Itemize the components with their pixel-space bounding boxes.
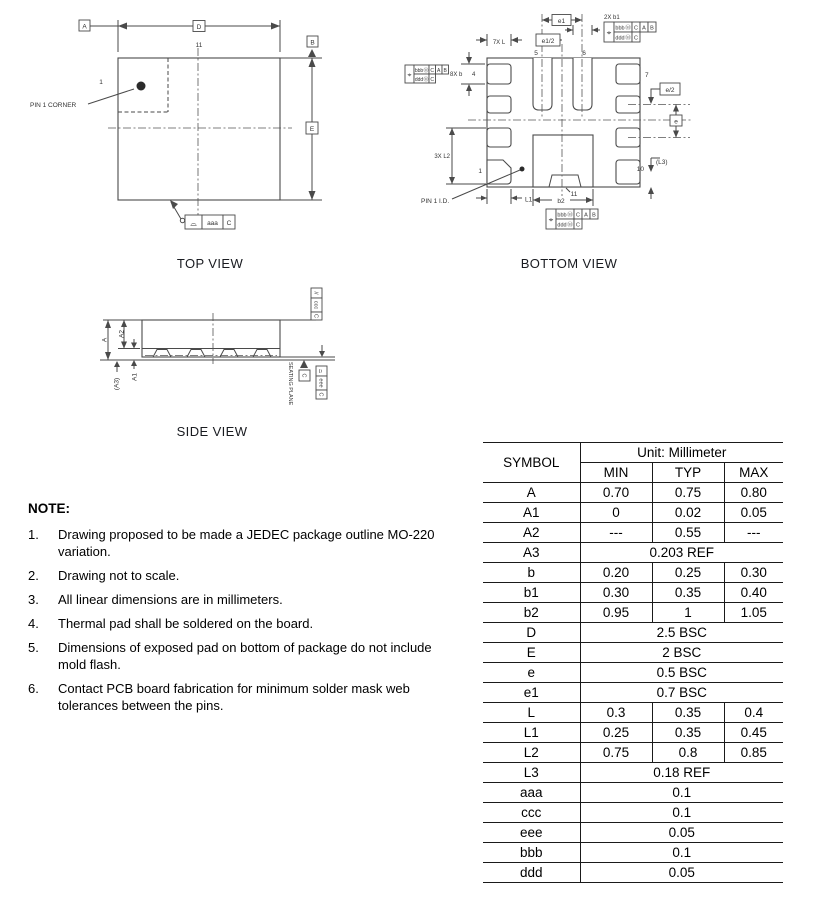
dim-a3 xyxy=(114,361,121,390)
typ-cell: 0.75 xyxy=(652,483,724,503)
dim-b1-label: 2X b1 xyxy=(604,15,620,21)
table-row xyxy=(483,703,783,723)
note-text: Contact PCB board fabrication for minimum solder mask web tolerances between the pins. xyxy=(58,681,410,713)
fcf-b1 xyxy=(604,22,656,42)
table-row xyxy=(483,863,783,883)
value-cell: 0.203 REF xyxy=(580,543,783,563)
dim-b2-label: b2 xyxy=(557,198,565,205)
bbb-label: bbb xyxy=(557,212,567,219)
bbb-label: bbb xyxy=(615,25,625,32)
dim-table-body xyxy=(483,483,783,883)
dim-b2 xyxy=(533,189,593,206)
datum-c-label: C xyxy=(430,67,435,74)
typ-cell: 0.25 xyxy=(652,563,724,583)
symbol-cell: L2 xyxy=(483,743,580,763)
symbol-cell: bbb xyxy=(483,843,580,863)
value-cell: 0.1 xyxy=(580,783,783,803)
max-cell: 0.4 xyxy=(724,703,783,723)
mmc-symbol-icon: Ⓜ xyxy=(625,35,631,42)
package-body xyxy=(142,320,280,357)
table-row xyxy=(483,823,783,843)
symbol-cell: L1 xyxy=(483,723,580,743)
seating-plane-label: SEATING PLANE xyxy=(287,362,293,406)
ddd-label: ddd xyxy=(414,76,424,83)
datum-b-label: B xyxy=(443,67,447,74)
typ-header: TYP xyxy=(652,463,724,483)
typ-cell: 0.55 xyxy=(652,523,724,543)
value-cell: 0.05 xyxy=(580,863,783,883)
pin1-id-label: PIN 1 I.D. xyxy=(421,198,450,205)
dim-a2 xyxy=(118,320,140,349)
dim-l3 xyxy=(648,158,668,199)
thermal-pad xyxy=(533,135,593,187)
typ-cell: 0.35 xyxy=(652,723,724,743)
dim-d xyxy=(79,20,280,52)
datum-b-label: B xyxy=(310,39,315,47)
side-view-drawing xyxy=(100,288,335,406)
min-header: MIN xyxy=(580,463,652,483)
pin1-corner-label: PIN 1 CORNER xyxy=(30,102,77,109)
dim-a1-label: A1 xyxy=(131,373,139,381)
ddd-label: ddd xyxy=(615,35,625,42)
datum-c-label: C xyxy=(430,76,435,83)
max-header: MAX xyxy=(724,463,783,483)
table-row xyxy=(483,623,783,643)
datum-c-label: C xyxy=(300,373,307,378)
datum-c-label: C xyxy=(226,220,232,227)
notes-section xyxy=(28,501,460,721)
table-row xyxy=(483,783,783,803)
eee-label: eee xyxy=(317,378,324,388)
symbol-cell: A1 xyxy=(483,503,580,523)
datum-a-label: A xyxy=(82,23,87,31)
dim-l3-label: (L3) xyxy=(656,159,668,166)
symbol-cell: L3 xyxy=(483,763,580,783)
datum-c-label: C xyxy=(317,392,324,397)
table-row xyxy=(483,603,783,623)
typ-cell: 0.8 xyxy=(652,743,724,763)
note-item xyxy=(28,526,460,560)
mmc-symbol-icon: Ⓜ xyxy=(625,25,631,32)
symbol-cell: E xyxy=(483,643,580,663)
datum-c-label: C xyxy=(634,25,638,32)
note-number: 6. xyxy=(28,681,39,696)
value-cell: 0.7 BSC xyxy=(580,683,783,703)
position-symbol-icon: ⌖ xyxy=(548,215,554,225)
min-cell: 0.95 xyxy=(580,603,652,623)
pin7-number: 7 xyxy=(645,72,649,79)
seating-plane-datum xyxy=(287,345,327,406)
mmc-symbol-icon: Ⓜ xyxy=(567,222,573,229)
bbb-label: bbb xyxy=(414,67,424,74)
max-cell: 0.40 xyxy=(724,583,783,603)
dim-7xl-label: 7X L xyxy=(492,40,506,46)
symbol-cell: b2 xyxy=(483,603,580,623)
dim-e-half xyxy=(648,83,680,104)
max-cell: 0.30 xyxy=(724,563,783,583)
top-view-drawing xyxy=(30,20,322,229)
side-view-caption: SIDE VIEW xyxy=(176,424,248,439)
notes-heading: NOTE: xyxy=(28,501,70,516)
note-number: 5. xyxy=(28,640,39,655)
dim-d-label: D xyxy=(196,24,202,31)
table-row xyxy=(483,583,783,603)
min-cell: 0.3 xyxy=(580,703,652,723)
table-row xyxy=(483,483,783,503)
datum-c-label: C xyxy=(576,222,580,229)
value-cell: 2.5 BSC xyxy=(580,623,783,643)
value-cell: 0.05 xyxy=(580,823,783,843)
dim-l2 xyxy=(434,128,486,184)
dim-e1 xyxy=(542,15,582,26)
min-cell: 0.75 xyxy=(580,743,652,763)
dim-e-label: E xyxy=(309,126,315,133)
max-cell: 0.80 xyxy=(724,483,783,503)
profile-symbol-icon: ⌓ xyxy=(317,368,324,374)
dim-e1-label: e1 xyxy=(557,17,566,25)
note-number: 3. xyxy=(28,592,39,607)
note-number: 2. xyxy=(28,568,39,583)
symbol-cell: D xyxy=(483,623,580,643)
max-cell: --- xyxy=(724,523,783,543)
fcf-aaa xyxy=(170,200,235,229)
max-cell: 0.05 xyxy=(724,503,783,523)
max-cell: 0.85 xyxy=(724,743,783,763)
dim-a-label: A xyxy=(101,337,109,343)
value-cell: 0.1 xyxy=(580,843,783,863)
symbol-cell: ccc xyxy=(483,803,580,823)
position-symbol-icon: ⌖ xyxy=(606,28,612,38)
unit-header: Unit: Millimeter xyxy=(580,443,783,463)
typ-cell: 1 xyxy=(652,603,724,623)
pin1-dot xyxy=(137,82,146,91)
datum-a-label: A xyxy=(642,25,646,32)
table-row xyxy=(483,843,783,863)
note-item xyxy=(28,639,460,673)
dim-e-label: e xyxy=(674,118,678,126)
fcf-b2 xyxy=(546,209,598,229)
dim-7xl xyxy=(476,34,522,46)
table-row xyxy=(483,683,783,703)
datum-a-label: A xyxy=(437,67,441,74)
note-item xyxy=(28,567,460,584)
symbol-cell: L xyxy=(483,703,580,723)
max-cell: 0.45 xyxy=(724,723,783,743)
typ-cell: 0.35 xyxy=(652,703,724,723)
typ-cell: 0.35 xyxy=(652,583,724,603)
symbol-cell: b xyxy=(483,563,580,583)
note-text: Drawing not to scale. xyxy=(58,568,180,583)
min-cell: --- xyxy=(580,523,652,543)
note-text: Drawing proposed to be made a JEDEC package outline MO-220 variation. xyxy=(58,527,435,559)
note-item xyxy=(28,615,460,632)
note-text: Dimensions of exposed pad on bottom of package do not include mold flash. xyxy=(58,640,432,672)
dimension-table xyxy=(483,442,783,883)
min-cell: 0 xyxy=(580,503,652,523)
ccc-label: ccc xyxy=(312,300,319,310)
symbol-cell: A3 xyxy=(483,543,580,563)
dim-e-pitch xyxy=(670,105,682,138)
dim-e-half-label: e/2 xyxy=(665,87,675,94)
dim-e1-half-label: e1/2 xyxy=(541,38,555,45)
dim-l1 xyxy=(476,189,533,204)
max-cell: 1.05 xyxy=(724,603,783,623)
table-row xyxy=(483,643,783,663)
table-row xyxy=(483,523,783,543)
typ-cell: 0.02 xyxy=(652,503,724,523)
bottom-view-drawing xyxy=(405,14,692,229)
top-view-caption: TOP VIEW xyxy=(176,256,244,271)
symbol-cell: ddd xyxy=(483,863,580,883)
pin6-number: 6 xyxy=(582,50,586,57)
value-cell: 0.18 REF xyxy=(580,763,783,783)
mmc-symbol-icon: Ⓜ xyxy=(423,67,429,74)
datum-c-label: C xyxy=(312,314,319,318)
symbol-cell: e xyxy=(483,663,580,683)
table-row xyxy=(483,503,783,523)
parallelism-symbol-icon: // xyxy=(312,291,319,295)
fcf-ccc xyxy=(280,288,322,320)
table-row xyxy=(483,743,783,763)
symbol-header: SYMBOL xyxy=(483,443,580,483)
symbol-cell: e1 xyxy=(483,683,580,703)
ddd-label: ddd xyxy=(557,222,567,229)
dim-b xyxy=(450,52,485,96)
datum-a-label: A xyxy=(584,212,588,219)
note-text: All linear dimensions are in millimeters. xyxy=(58,592,283,607)
mmc-symbol-icon: Ⓜ xyxy=(567,212,573,219)
table-row xyxy=(483,543,783,563)
symbol-cell: eee xyxy=(483,823,580,843)
dim-e1-half xyxy=(536,34,562,46)
note-number: 4. xyxy=(28,616,39,631)
table-row xyxy=(483,763,783,783)
aaa-label: aaa xyxy=(207,220,218,227)
min-cell: 0.30 xyxy=(580,583,652,603)
pin1-number: 1 xyxy=(478,168,482,175)
pin10-number: 10 xyxy=(636,166,644,173)
datum-b-label: B xyxy=(650,25,654,32)
min-cell: 0.20 xyxy=(580,563,652,583)
table-row xyxy=(483,803,783,823)
table-row xyxy=(483,663,783,683)
pad11-label: 11 xyxy=(195,42,203,49)
note-item xyxy=(28,680,460,714)
value-cell: 0.5 BSC xyxy=(580,663,783,683)
datum-c-label: C xyxy=(576,212,580,219)
note-number: 1. xyxy=(28,527,39,542)
table-row xyxy=(483,563,783,583)
pin4-number: 4 xyxy=(472,72,476,78)
dim-b-label: 8X b xyxy=(450,72,463,78)
mmc-symbol-icon: Ⓜ xyxy=(423,76,429,83)
symbol-cell: aaa xyxy=(483,783,580,803)
bottom-view-caption: BOTTOM VIEW xyxy=(520,256,618,271)
profile-symbol-icon: ⌓ xyxy=(190,219,197,228)
min-cell: 0.25 xyxy=(580,723,652,743)
dim-l1-label: L1 xyxy=(525,196,533,204)
pin1-number: 1 xyxy=(99,79,103,86)
value-cell: 0.1 xyxy=(580,803,783,823)
package-outline xyxy=(118,58,280,200)
symbol-cell: A xyxy=(483,483,580,503)
fcf-b xyxy=(405,65,449,83)
datum-b-label: B xyxy=(592,212,596,219)
dim-l2-label: 3X L2 xyxy=(434,154,450,160)
dim-a3-label: (A3) xyxy=(113,377,121,391)
value-cell: 2 BSC xyxy=(580,643,783,663)
position-symbol-icon: ⌖ xyxy=(407,72,412,79)
table-row xyxy=(483,723,783,743)
note-text: Thermal pad shall be soldered on the board. xyxy=(58,616,314,631)
pad11-label: 11 xyxy=(570,191,578,198)
symbol-cell: A2 xyxy=(483,523,580,543)
datum-c-label: C xyxy=(634,35,638,42)
package-drawings xyxy=(0,0,813,450)
dim-e xyxy=(280,36,322,200)
note-item xyxy=(28,591,460,608)
dim-a2-label: A2 xyxy=(118,330,126,338)
pin5-number: 5 xyxy=(534,50,538,57)
symbol-cell: b1 xyxy=(483,583,580,603)
min-cell: 0.70 xyxy=(580,483,652,503)
pin1-id-dot xyxy=(520,167,525,172)
